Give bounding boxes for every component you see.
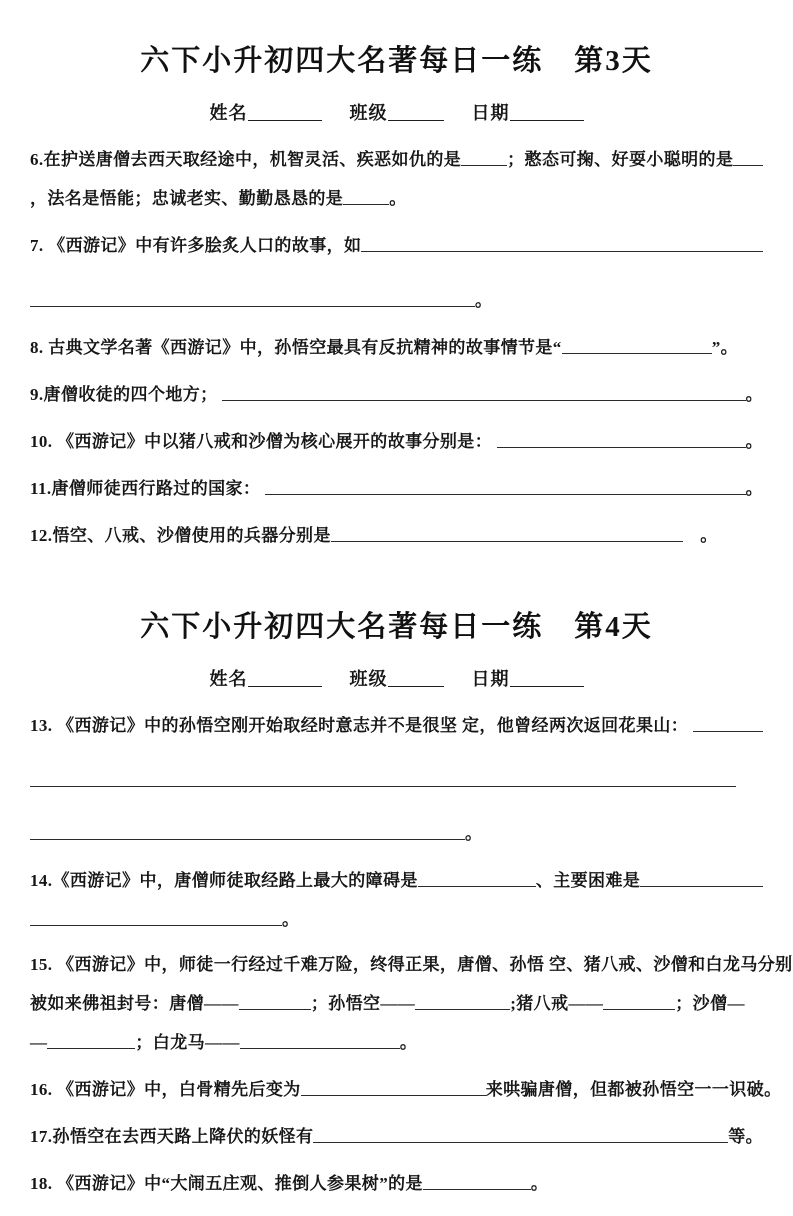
question-text: 16. 《西游记》中，白骨精先后变为 bbox=[30, 1080, 301, 1099]
question-text: — bbox=[30, 1033, 48, 1052]
question-text: 18. 《西游记》中“大闹五庄观、推倒人参果树”的是 bbox=[30, 1174, 423, 1193]
question-text: 。 bbox=[745, 385, 763, 404]
question-text: 12.悟空、八戒、沙僧使用的兵器分别是 bbox=[30, 526, 331, 545]
question bbox=[30, 952, 793, 1055]
question-text: 。 bbox=[530, 1174, 549, 1193]
worksheet-section bbox=[30, 604, 793, 1196]
answer-blank bbox=[331, 522, 683, 542]
header-field bbox=[472, 665, 584, 691]
question-text: 。 bbox=[745, 432, 763, 451]
header-field-label: 日期 bbox=[471, 669, 510, 689]
question-line bbox=[30, 905, 763, 932]
question-text: 、主要困难是 bbox=[535, 871, 641, 890]
answer-blank bbox=[265, 475, 746, 495]
header-field-blank bbox=[248, 669, 322, 687]
header-field-blank bbox=[510, 669, 584, 687]
question-line bbox=[30, 231, 763, 258]
question-text: ；孙悟空—— bbox=[310, 994, 416, 1013]
question-text: 11.唐僧师徒西行路过的国家： bbox=[30, 479, 265, 498]
question-text: 。 bbox=[475, 291, 493, 310]
answer-blank bbox=[30, 820, 465, 840]
question-text: 被如来佛祖封号：唐僧—— bbox=[30, 994, 239, 1013]
header-field-blank bbox=[248, 103, 322, 121]
header-fields bbox=[30, 665, 763, 691]
question-line bbox=[30, 286, 763, 313]
question-line bbox=[30, 333, 763, 360]
answer-blank bbox=[313, 1123, 728, 1143]
answer-blank bbox=[47, 1029, 135, 1049]
question-text: 。 bbox=[682, 526, 718, 545]
question-text: 14.《西游记》中，唐僧师徒取经路上最大的障碍是 bbox=[30, 871, 418, 890]
answer-blank bbox=[640, 867, 763, 887]
question-text: ；憨态可掬、好耍小聪明的是 bbox=[507, 150, 734, 169]
header-field bbox=[472, 99, 584, 125]
question-line bbox=[30, 521, 763, 548]
header-field-label: 日期 bbox=[471, 103, 510, 123]
answer-blank bbox=[423, 1170, 531, 1190]
question-text: 6.在护送唐僧去西天取经途中，机智灵活、疾恶如仇的是 bbox=[30, 150, 462, 169]
question bbox=[30, 866, 763, 932]
question-text: ，法名是悟能；忠诚老实、勤勤恳恳的是 bbox=[30, 189, 344, 208]
question-text: 13. 《西游记》中的孙悟空刚开始取经时意志并不是很坚 定，他曾经两次返回花果山： bbox=[30, 716, 693, 735]
question bbox=[30, 1169, 763, 1196]
question-text: 。 bbox=[399, 1033, 418, 1052]
question bbox=[30, 145, 763, 211]
question-text: 等。 bbox=[728, 1127, 763, 1146]
header-field-label: 姓名 bbox=[209, 669, 248, 689]
question-line bbox=[30, 952, 793, 977]
question-line bbox=[30, 427, 763, 454]
question-text: ；白龙马—— bbox=[135, 1033, 240, 1052]
question-line bbox=[30, 766, 763, 791]
question bbox=[30, 711, 763, 846]
header-field-blank bbox=[388, 669, 444, 687]
header-field-blank bbox=[510, 103, 584, 121]
section-title: 六下小升初四大名著每日一练 第4天 bbox=[140, 611, 653, 643]
question-text: 15. 《西游记》中，师徒一行经过千难万险，终得正果，唐僧、孙悟 空、猪八戒、沙僧和白龙马分别 bbox=[30, 955, 793, 974]
answer-blank bbox=[239, 990, 311, 1010]
question bbox=[30, 427, 763, 454]
question-line bbox=[30, 474, 763, 501]
header-field-label: 姓名 bbox=[209, 103, 248, 123]
answer-blank bbox=[222, 381, 745, 401]
question-line bbox=[30, 145, 763, 172]
question-line bbox=[30, 1122, 763, 1149]
question-text: 8. 古典文学名著《西游记》中，孙悟空最具有反抗精神的故事情节是“ bbox=[30, 338, 562, 357]
question-list bbox=[30, 711, 793, 1196]
question bbox=[30, 333, 763, 360]
question bbox=[30, 521, 763, 548]
question-text: ”。 bbox=[711, 338, 739, 357]
answer-blank bbox=[461, 146, 507, 166]
answer-blank bbox=[30, 906, 282, 926]
answer-blank bbox=[415, 990, 510, 1010]
question bbox=[30, 1075, 782, 1102]
answer-blank bbox=[240, 1029, 400, 1049]
question-line bbox=[30, 989, 763, 1016]
header-field bbox=[350, 665, 444, 691]
header-field-blank bbox=[388, 103, 444, 121]
question bbox=[30, 474, 763, 501]
answer-blank bbox=[603, 990, 675, 1010]
question-line bbox=[30, 866, 763, 893]
question-list bbox=[30, 145, 763, 548]
answer-blank bbox=[30, 287, 475, 307]
worksheet-section bbox=[30, 38, 763, 548]
header-field bbox=[350, 99, 444, 125]
question-line bbox=[30, 1169, 763, 1196]
question-text: 。 bbox=[745, 479, 763, 498]
question bbox=[30, 231, 763, 313]
question-text: 9.唐僧收徒的四个地方； bbox=[30, 385, 223, 404]
header-fields bbox=[30, 99, 763, 125]
answer-blank bbox=[361, 232, 763, 252]
question-text: 。 bbox=[465, 824, 483, 843]
question bbox=[30, 380, 763, 407]
question-text: 17.孙悟空在去西天路上降伏的妖怪有 bbox=[30, 1127, 314, 1146]
question-line bbox=[30, 184, 763, 211]
question-text: 7. 《西游记》中有许多脍炙人口的故事，如 bbox=[30, 236, 362, 255]
answer-blank bbox=[343, 185, 389, 205]
header-field-label: 班级 bbox=[349, 669, 388, 689]
answer-blank bbox=[497, 428, 746, 448]
question-line bbox=[30, 1075, 782, 1102]
question-text: 。 bbox=[282, 910, 300, 929]
question-line bbox=[30, 1028, 763, 1055]
header-field bbox=[210, 99, 322, 125]
answer-blank bbox=[562, 334, 712, 354]
header-field-label: 班级 bbox=[349, 103, 388, 123]
header-field bbox=[210, 665, 322, 691]
answer-blank bbox=[418, 867, 536, 887]
question-text: 。 bbox=[389, 189, 407, 208]
answer-blank bbox=[30, 767, 736, 787]
question-text: 10. 《西游记》中以猪八戒和沙僧为核心展开的故事分别是： bbox=[30, 432, 497, 451]
question-line bbox=[30, 711, 763, 738]
section-title: 六下小升初四大名著每日一练 第3天 bbox=[140, 45, 653, 77]
question-text: 来哄骗唐僧，但都被孙悟空一一识破。 bbox=[485, 1080, 782, 1099]
answer-blank bbox=[693, 712, 763, 732]
answer-blank bbox=[301, 1076, 486, 1096]
question-line bbox=[30, 380, 763, 407]
question bbox=[30, 1122, 763, 1149]
question-text: ;猪八戒—— bbox=[510, 994, 604, 1013]
question-line bbox=[30, 819, 763, 846]
answer-blank bbox=[733, 146, 763, 166]
question-text: ；沙僧— bbox=[675, 994, 745, 1013]
